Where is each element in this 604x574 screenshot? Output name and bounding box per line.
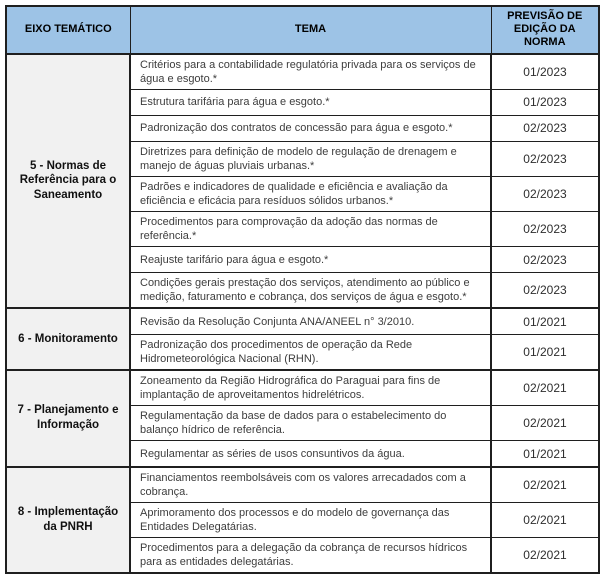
- header-eixo-tematico: EIXO TEMÁTICO: [6, 6, 130, 54]
- previsao-cell: 02/2021: [491, 406, 599, 441]
- tema-cell: Estrutura tarifária para água e esgoto.*: [130, 89, 491, 115]
- tema-cell: Procedimentos para comprovação da adoção das normas de referência.*: [130, 212, 491, 247]
- header-tema: TEMA: [130, 6, 491, 54]
- previsao-cell: 02/2023: [491, 176, 599, 211]
- previsao-cell: 02/2021: [491, 467, 599, 503]
- previsao-cell: 02/2023: [491, 247, 599, 273]
- table-header-row: [6, 6, 599, 54]
- group-label-planejamento-informacao: 7 - Planejamento e Informação: [6, 370, 130, 467]
- tema-cell: Regulamentar as séries de usos consuntivos da água.: [130, 441, 491, 467]
- previsao-cell: 02/2023: [491, 141, 599, 176]
- table-row: [6, 467, 599, 503]
- previsao-cell: 01/2021: [491, 334, 599, 370]
- tema-cell: Reajuste tarifário para água e esgoto.*: [130, 247, 491, 273]
- tema-cell: Padrões e indicadores de qualidade e eficiência e avaliação da eficiência e eficácia para resíduos sólidos urbanos.*: [130, 176, 491, 211]
- previsao-cell: 02/2023: [491, 273, 599, 309]
- table-row: [6, 370, 599, 406]
- previsao-cell: 01/2021: [491, 308, 599, 334]
- previsao-cell: 02/2021: [491, 538, 599, 574]
- group-label-normas-saneamento: 5 - Normas de Referência para o Saneamento: [6, 54, 130, 309]
- tema-cell: Padronização dos procedimentos de operação da Rede Hidrometeorológica Nacional (RHN).: [130, 334, 491, 370]
- norms-schedule-table: [5, 5, 600, 574]
- group-label-implementacao-pnrh: 8 - Implementação da PNRH: [6, 467, 130, 573]
- group-label-monitoramento: 6 - Monitoramento: [6, 308, 130, 370]
- previsao-cell: 02/2023: [491, 212, 599, 247]
- previsao-cell: 02/2021: [491, 502, 599, 537]
- tema-cell: Financiamentos reembolsáveis com os valores arrecadados com a cobrança.: [130, 467, 491, 503]
- tema-cell: Revisão da Resolução Conjunta ANA/ANEEL n° 3/2010.: [130, 308, 491, 334]
- table-row: [6, 308, 599, 334]
- previsao-cell: 01/2023: [491, 89, 599, 115]
- tema-cell: Procedimentos para a delegação da cobrança de recursos hídricos para as entidades delegatárias.: [130, 538, 491, 574]
- previsao-cell: 01/2023: [491, 54, 599, 90]
- tema-cell: Regulamentação da base de dados para o estabelecimento do balanço hídrico de referência.: [130, 406, 491, 441]
- header-previsao: PREVISÃO DE EDIÇÃO DA NORMA: [491, 6, 599, 54]
- tema-cell: Zoneamento da Região Hidrográfica do Paraguai para fins de implantação de aproveitamentos hidrelétricos.: [130, 370, 491, 406]
- tema-cell: Padronização dos contratos de concessão para água e esgoto.*: [130, 115, 491, 141]
- tema-cell: Condições gerais prestação dos serviços, atendimento ao público e medição, faturamento e cobrança, dos serviços de água e esgoto.*: [130, 273, 491, 309]
- tema-cell: Diretrizes para definição de modelo de regulação de drenagem e manejo de águas pluviais urbanas.*: [130, 141, 491, 176]
- tema-cell: Critérios para a contabilidade regulatória privada para os serviços de água e esgoto.*: [130, 54, 491, 90]
- previsao-cell: 01/2021: [491, 441, 599, 467]
- tema-cell: Aprimoramento dos processos e do modelo de governança das Entidades Delegatárias.: [130, 502, 491, 537]
- table-row: [6, 54, 599, 90]
- previsao-cell: 02/2021: [491, 370, 599, 406]
- previsao-cell: 02/2023: [491, 115, 599, 141]
